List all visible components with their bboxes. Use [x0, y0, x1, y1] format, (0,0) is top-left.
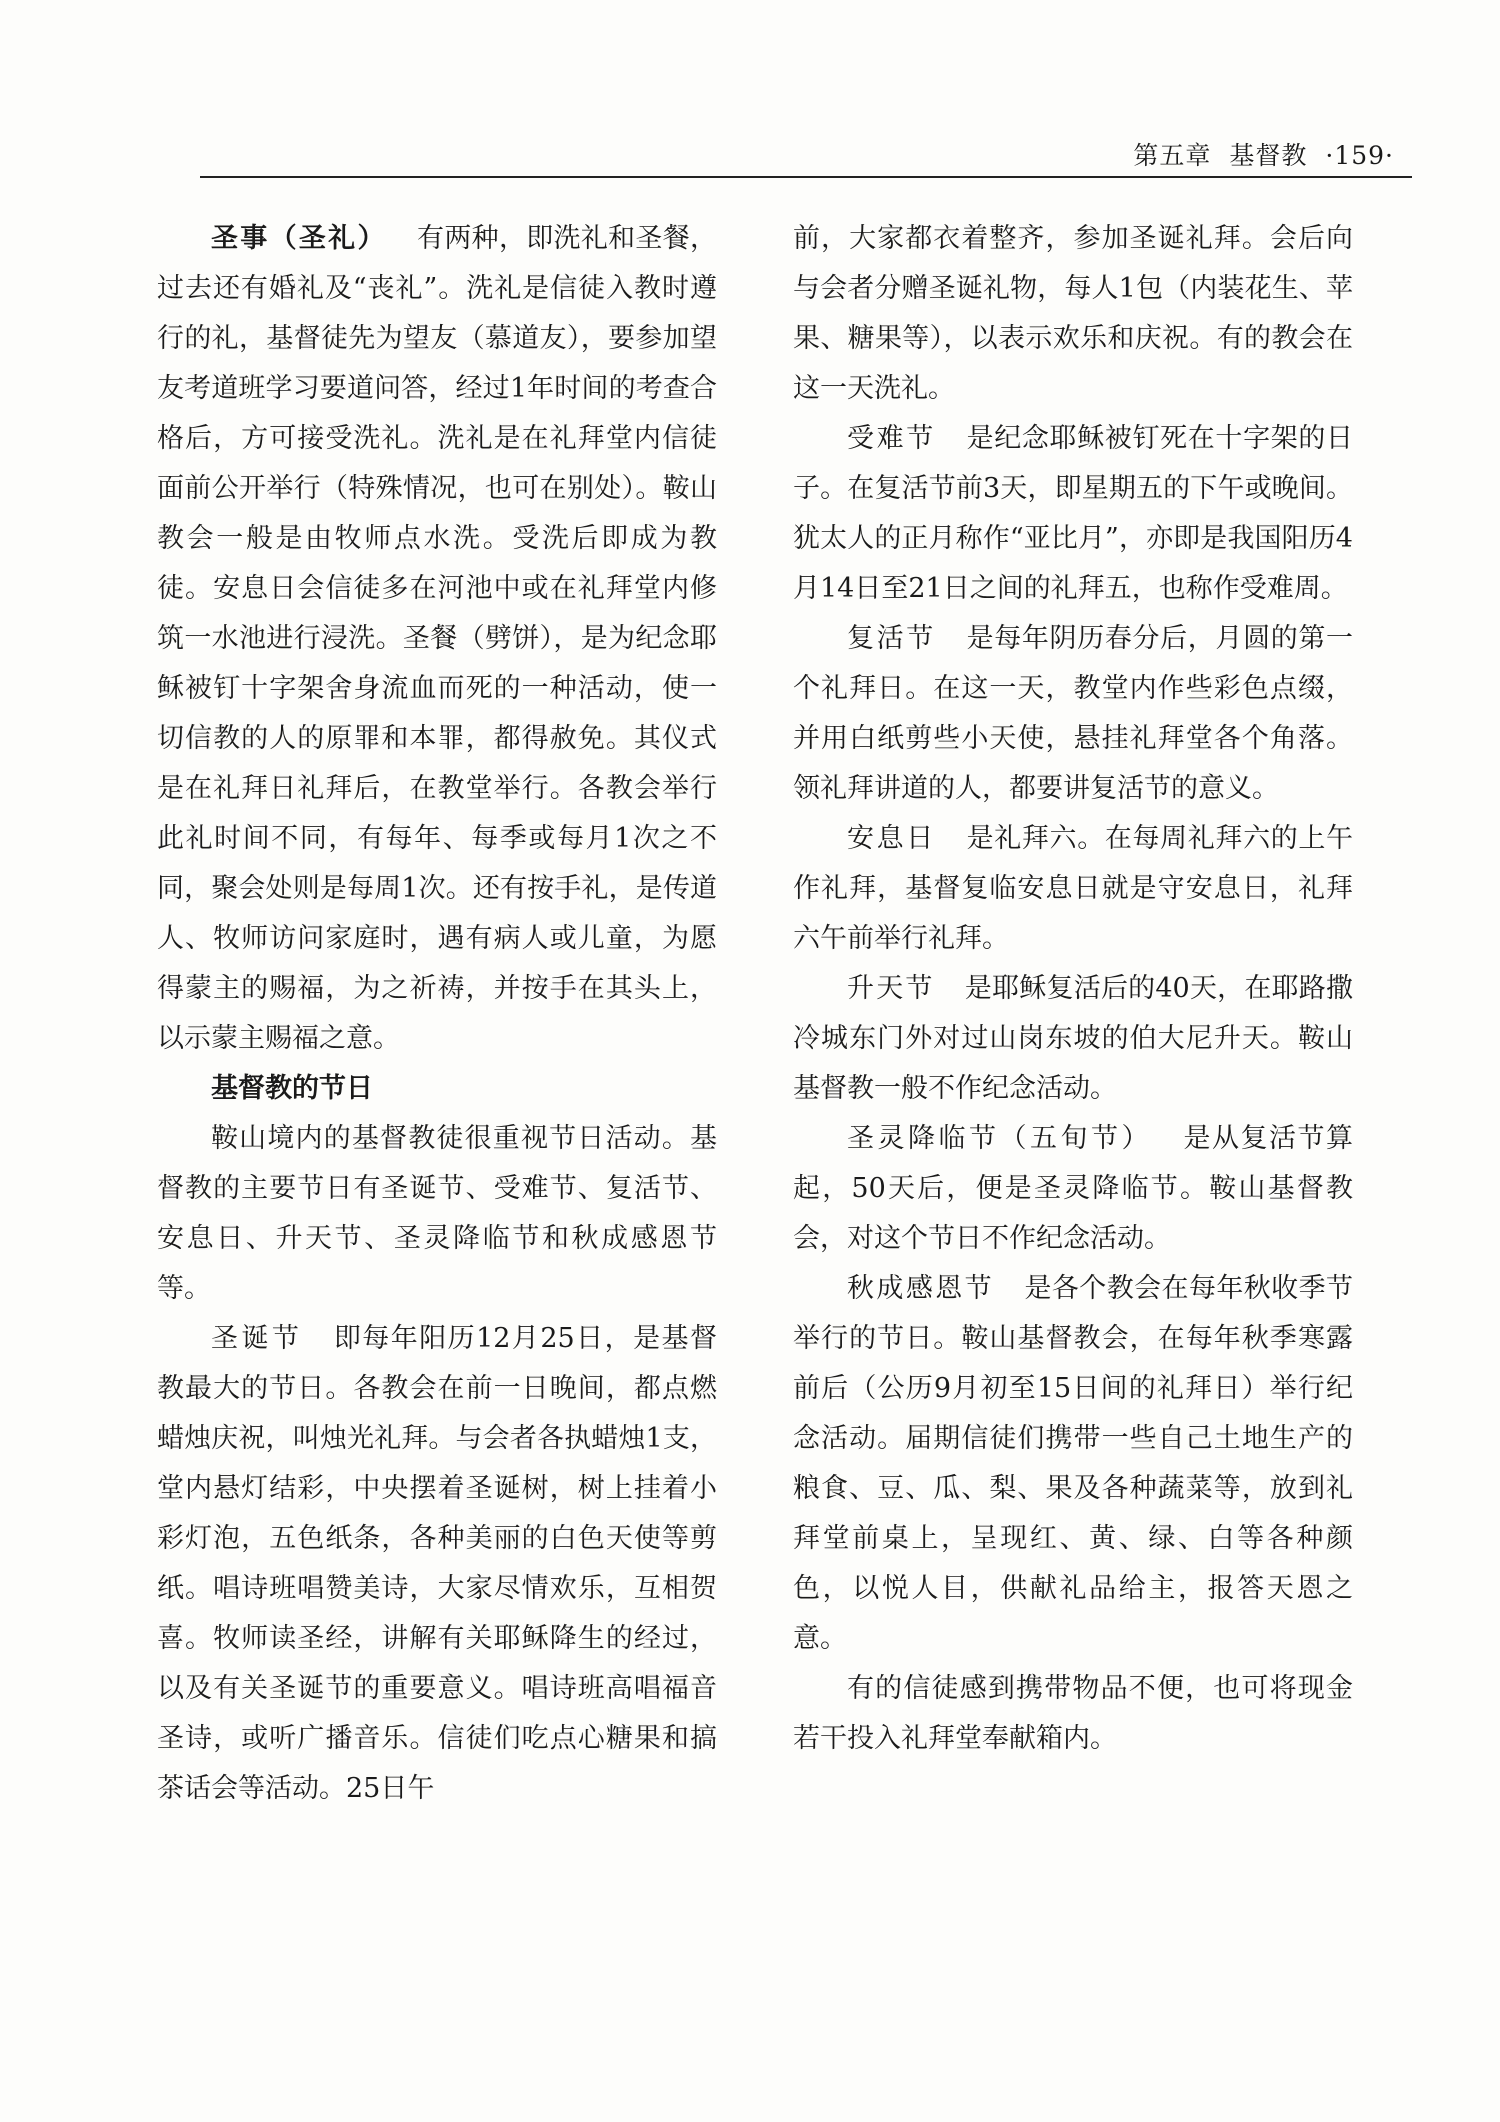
- paragraph-christmas: [157, 1314, 717, 1814]
- page-number: ·159·: [1325, 141, 1394, 170]
- paragraph-sabbath: [793, 814, 1353, 964]
- paragraph-text: 是纪念耶稣被钉死在十字架的日子。在复活节前3天，即星期五的下午或晚间。犹太人的正月称作“亚比月”，亦即是我国阳历4月14日至21日之间的礼拜五，也称作受难周。: [793, 423, 1354, 604]
- term-pentecost: 圣灵降临节（五旬节）: [847, 1123, 1152, 1154]
- term-good-friday: 受难节: [847, 423, 936, 454]
- paragraph-text: 有两种，即洗礼和圣餐，过去还有婚礼及“丧礼”。洗礼是信徒入教时遵行的礼，基督徒先为望友（慕道友），要参加望友考道班学习要道问答，经过1年时间的考查合格后，方可接受洗礼。洗礼是在礼拜堂内信徒面前公开举行（特殊情况，也可在别处）。鞍山教会一般是由牧师点水洗。受洗后即成为教徒。安息日会信徒多在河池中或在礼拜堂内修筑一水池进行浸洗。圣餐（劈饼），是为纪念耶稣被钉十字架舍身流血而死的一种活动，使一切信教的人的原罪和本罪，都得赦免。其仪式是在礼拜日礼拜后，在教堂举行。各教会举行此礼时间不同，有每年、每季或每月1次之不同，聚会处则是每周1次。还有按手礼，是传道人、牧师访问家庭时，遇有病人或儿童，为愿得蒙主的赐福，为之祈祷，并按手在其头上，以示蒙主赐福之意。: [157, 223, 718, 1054]
- term-ascension: 升天节: [847, 973, 935, 1004]
- right-column: [793, 214, 1353, 1764]
- paragraph-easter: [793, 614, 1353, 814]
- paragraph-thanksgiving: [793, 1264, 1353, 1664]
- paragraph-ascension: [793, 964, 1353, 1114]
- left-column: [157, 214, 717, 1814]
- term-easter: 复活节: [847, 623, 936, 654]
- paragraph-pentecost: [793, 1114, 1353, 1264]
- paragraph-festivals-intro: 鞍山境内的基督教徒很重视节日活动。基督教的主要节日有圣诞节、受难节、复活节、安息日、升天节、圣灵降临节和秋成感恩节等。: [157, 1123, 717, 1304]
- paragraph-text: 是各个教会在每年秋收季节举行的节日。鞍山基督教会，在每年秋季寒露前后（公历9月初至15日间的礼拜日）举行纪念活动。届期信徒们携带一些自己土地生产的粮食、豆、瓜、梨、果及各种蔬菜等，放到礼拜堂前桌上，呈现红、黄、绿、白等各种颜色，以悦人目，供献礼品给主，报答天恩之意。: [793, 1273, 1354, 1654]
- term-sabbath: 安息日: [847, 823, 936, 854]
- term-thanksgiving: 秋成感恩节: [847, 1273, 995, 1304]
- header-text: [1133, 138, 1394, 174]
- section-heading: 基督教的节日: [211, 1073, 373, 1104]
- chapter-label: 第五章: [1133, 141, 1212, 170]
- term-christmas: 圣诞节: [211, 1323, 303, 1354]
- paragraph-sacraments: [157, 214, 717, 1064]
- paragraph-good-friday: [793, 414, 1353, 614]
- paragraph-text: 即每年阳历12月25日，是基督教最大的节日。各教会在前一日晚间，都点燃蜡烛庆祝，叫烛光礼拜。与会者各执蜡烛1支，堂内悬灯结彩，中央摆着圣诞树，树上挂着小彩灯泡，五色纸条，各种美丽的白色天使等剪纸。唱诗班唱赞美诗，大家尽情欢乐，互相贺喜。牧师读圣经，讲解有关耶稣降生的经过，以及有关圣诞节的重要意义。唱诗班高唱福音圣诗，或听广播音乐。信徒们吃点心糖果和搞茶话会等活动。25日午: [157, 1323, 718, 1804]
- paragraph-text: 是耶稣复活后的40天，在耶路撒冷城东门外对过山岗东坡的伯大尼升天。鞍山基督教一般不作纪念活动。: [793, 973, 1354, 1104]
- term-sacraments: 圣事（圣礼）: [211, 223, 387, 254]
- running-header: [200, 138, 1412, 178]
- paragraph-text: 是从复活节算起，50天后，便是圣灵降临节。鞍山基督教会，对这个节日不作纪念活动。: [793, 1123, 1353, 1254]
- paragraph-text: 是礼拜六。在每周礼拜六的上午作礼拜，基督复临安息日就是守安息日，礼拜六午前举行礼拜。: [793, 823, 1354, 954]
- paragraph-offering: 有的信徒感到携带物品不便，也可将现金若干投入礼拜堂奉献箱内。: [793, 1673, 1353, 1754]
- chapter-title: 基督教: [1229, 141, 1308, 170]
- paragraph-text: 是每年阴历春分后，月圆的第一个礼拜日。在这一天，教堂内作些彩色点缀，并用白纸剪些小天使，悬挂礼拜堂各个角落。领礼拜讲道的人，都要讲复活节的意义。: [793, 623, 1354, 804]
- paragraph-christmas-cont: 前，大家都衣着整齐，参加圣诞礼拜。会后向与会者分赠圣诞礼物，每人1包（内装花生、苹果、糖果等），以表示欢乐和庆祝。有的教会在这一天洗礼。: [793, 223, 1353, 404]
